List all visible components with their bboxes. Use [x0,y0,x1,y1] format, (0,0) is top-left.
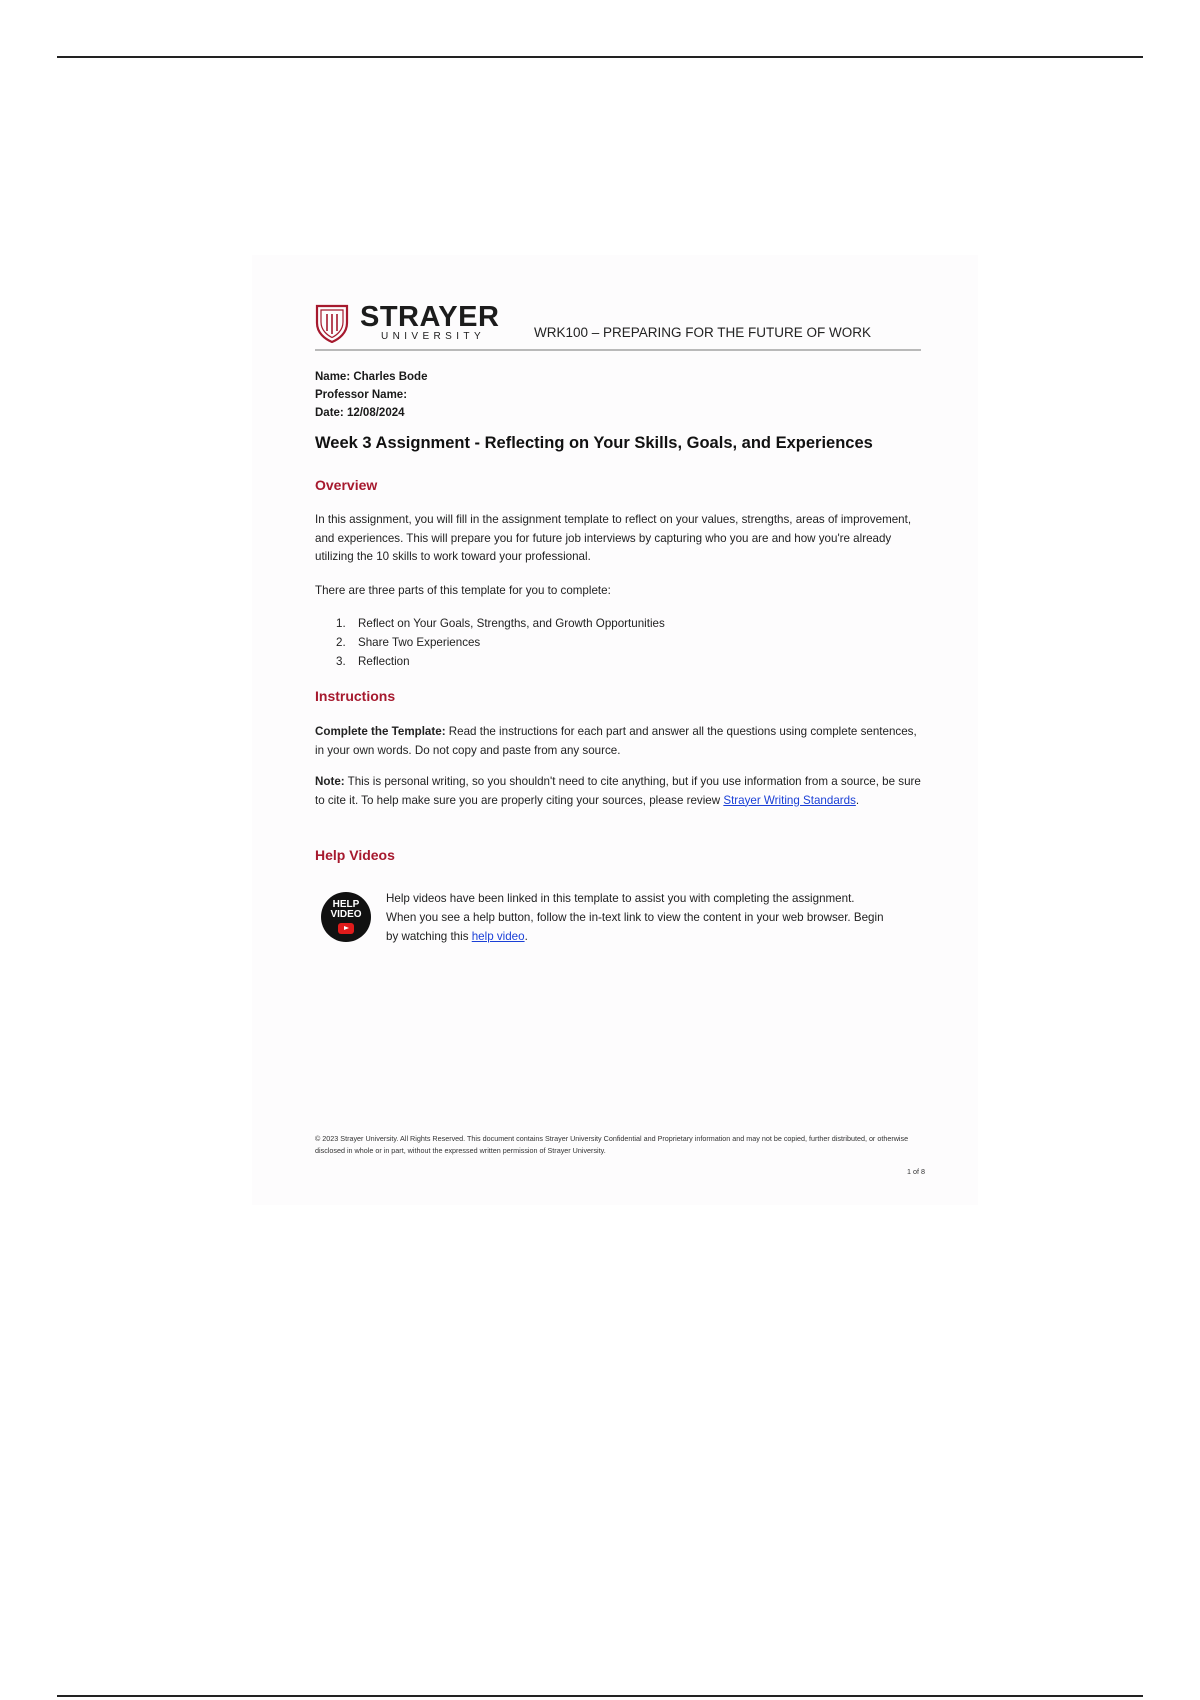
help-text: Help videos have been linked in this template to assist you with completing the assignment. When you see a help button, follow the in-text link to view the content in your web browser. Begin by watching this [386,892,884,943]
course-title: WRK100 – PREPARING FOR THE FUTURE OF WORK [534,325,872,340]
parts-list [336,614,665,671]
list-number: 2. [336,636,346,649]
overview-paragraph: In this assignment, you will fill in the assignment template to reflect on your values, strengths, areas of improvement, and experiences. This will prepare you for future job interviews by capturing who you are and how you're already utilizing the 10 skills to work toward your professional. [315,513,912,563]
parts-intro: There are three parts of this template for you to complete: [315,584,611,597]
list-text: Reflection [358,655,410,668]
play-icon [338,923,354,934]
professor-name: Professor Name: [315,389,408,401]
shield-icon [315,303,349,343]
note-end: . [855,793,860,807]
help-videos-heading: Help Videos [315,847,395,863]
complete-template-label: Complete the Template: [315,725,446,738]
writing-standards-link[interactable]: Strayer Writing Standards [723,793,856,807]
list-text: Reflect on Your Goals, Strengths, and Growth Opportunities [358,617,665,630]
list-text: Share Two Experiences [358,636,481,649]
video-icon-label: VIDEO [330,909,362,920]
list-number: 3. [336,655,346,668]
note-text: This is personal writing, so you shouldn't need to cite anything, but if you use information from a source, be sure to cite it. To help make sure you are properly citing your sources, please review [315,775,921,807]
assignment-date: Date: 12/08/2024 [315,407,405,419]
student-name: Name: Charles Bode [315,371,428,383]
student-info [315,368,427,422]
strayer-logo [315,303,505,343]
list-number: 1. [336,617,346,630]
header-divider [315,349,921,351]
brand-subtitle: UNIVERSITY [381,331,486,342]
complete-template-text: Read the instructions for each part and answer all the questions using complete sentences, in your own words. Do not copy and paste from any source. [315,725,917,757]
bottom-border-line [57,1695,1143,1697]
list-item [336,633,665,652]
note-paragraph [315,773,925,810]
page-header [315,303,921,343]
help-video-link[interactable]: help video [471,930,525,943]
help-icon-label: HELP [332,899,360,910]
complete-template-paragraph [315,723,925,760]
page-title: Week 3 Assignment - Reflecting on Your Skills, Goals, and Experiences [315,434,873,452]
note-label: Note: [315,775,345,788]
help-videos-paragraph [386,889,886,946]
overview-heading: Overview [315,477,378,493]
page-number: 1 of 8 [907,1167,925,1176]
list-item [336,652,665,671]
top-border-line [57,56,1143,58]
help-end: . [524,930,528,943]
brand-name: STRAYER [360,301,500,333]
instructions-heading: Instructions [315,688,396,704]
copyright-footer: © 2023 Strayer University. All Rights Reserved. This document contains Strayer University Confidential and Proprietary information and may not be copied, further distributed, or otherwise disclosed in whole or in part, without the expressed written permission of Strayer University. [315,1134,909,1155]
help-video-icon[interactable] [321,892,371,942]
document-page [252,255,978,1205]
list-item [336,614,665,633]
